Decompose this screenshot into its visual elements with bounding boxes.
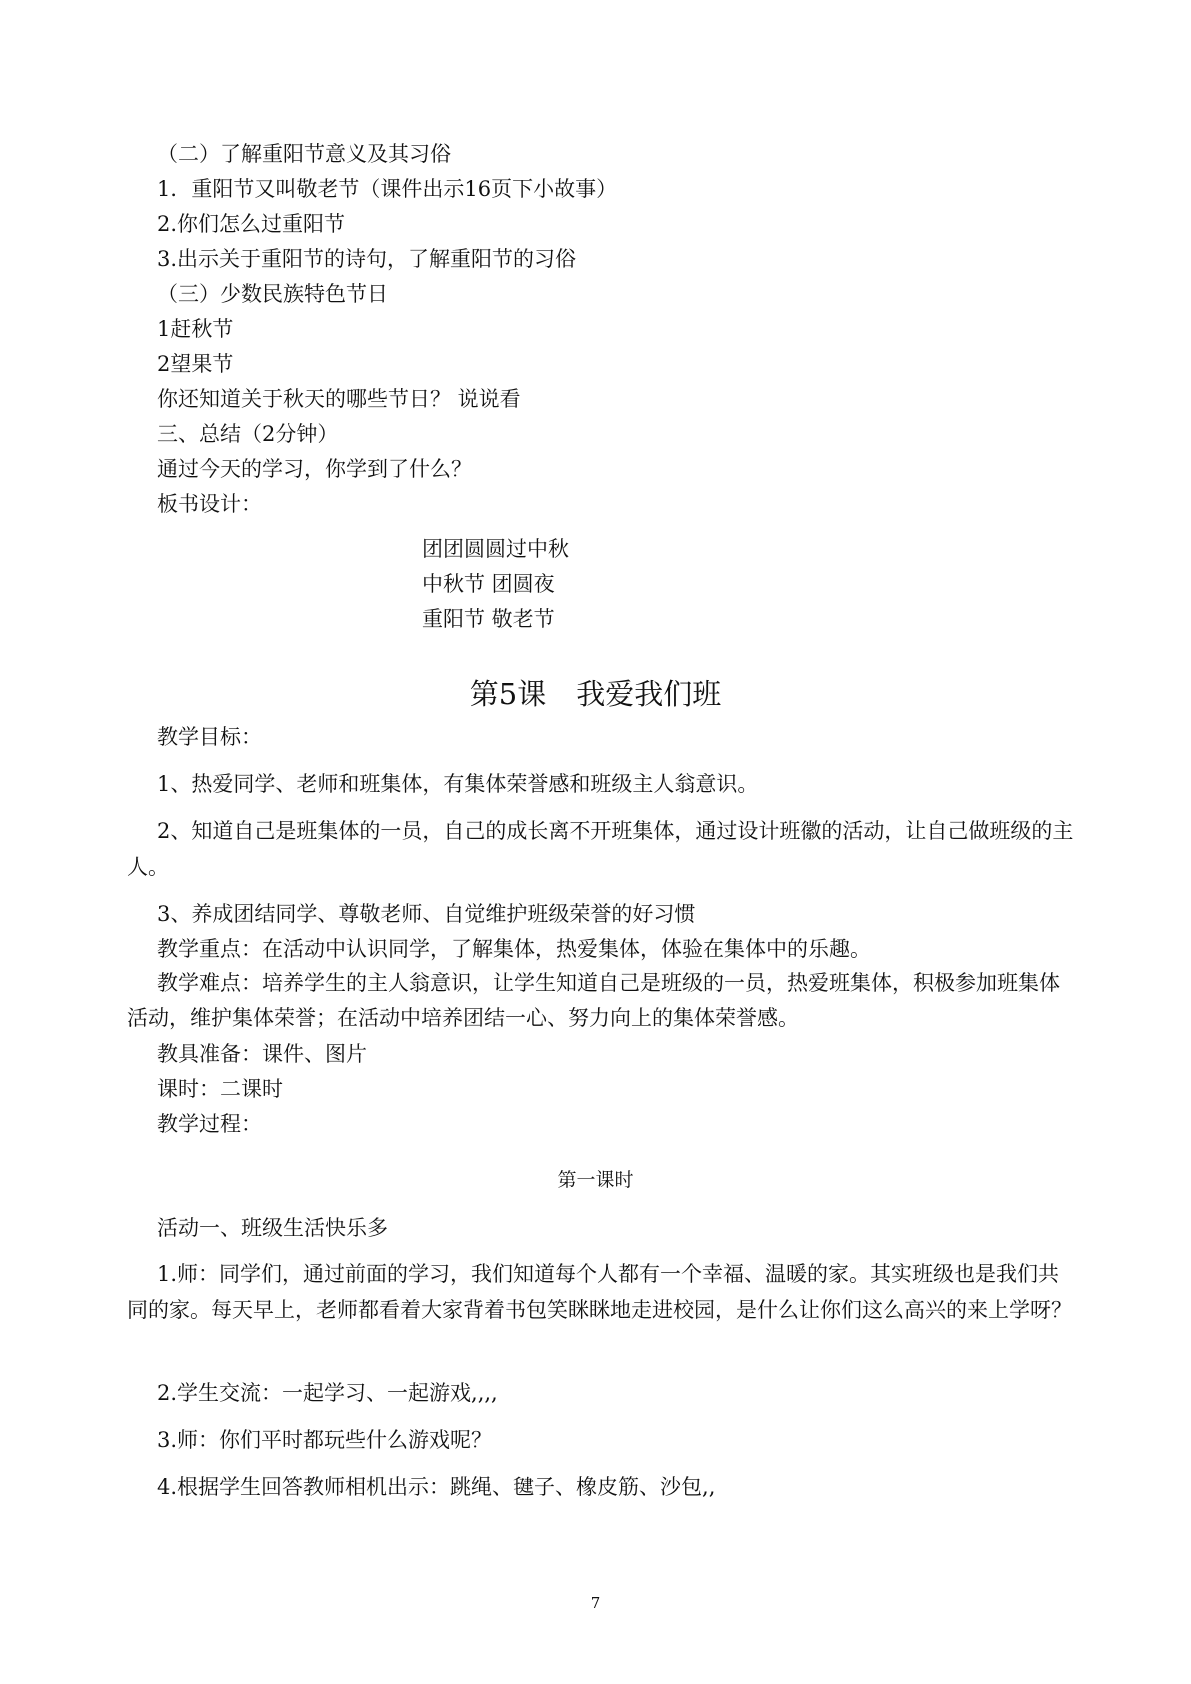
board-line: 中秋节 团圆夜 (422, 572, 555, 596)
text-line: 3.出示关于重阳节的诗句，了解重阳节的习俗 (157, 247, 577, 271)
lesson-name: 我爱我们班 (576, 677, 722, 711)
text-line: 你还知道关于秋天的哪些节日？ 说说看 (157, 387, 521, 411)
section-heading: 三、总结（2分钟） (157, 422, 339, 446)
process-heading: 教学过程： (157, 1112, 262, 1136)
text-line: 2望果节 (157, 352, 234, 376)
key-point: 教学重点：在活动中认识同学，了解集体，热爱集体，体验在集体中的乐趣。 (157, 937, 871, 961)
periods: 课时：二课时 (157, 1077, 283, 1101)
page-number: 7 (590, 1594, 601, 1612)
goal-item: 2、知道自己是班集体的一员，自己的成长离不开班集体，通过设计班徽的活动，让自己做班级的主人。 (127, 819, 1074, 879)
board-design-label: 板书设计： (157, 492, 262, 516)
difficulty: 教学难点：培养学生的主人翁意识，让学生知道自己是班级的一员，热爱班集体，积极参加班集体活动，维护集体荣誉；在活动中培养团结一心、努力向上的集体荣誉感。 (127, 971, 1060, 1030)
goal-item: 3、养成团结同学、尊敬老师、自觉维护班级荣誉的好习惯 (157, 902, 696, 926)
period-heading: 第一课时 (557, 1169, 634, 1191)
board-line: 重阳节 敬老节 (422, 607, 555, 631)
step-paragraph: 3.师：你们平时都玩些什么游戏呢？ (157, 1428, 493, 1452)
subsection-heading: （二）了解重阳节意义及其习俗 (157, 142, 451, 166)
step-paragraph: 1.师：同学们，通过前面的学习，我们知道每个人都有一个幸福、温暖的家。其实班级也是我们共同的家。每天早上，老师都看着大家背着书包笑眯眯地走进校园，是什么让你们这么高兴的来上学呀？ (127, 1262, 1072, 1322)
activity-heading: 活动一、班级生活快乐多 (157, 1216, 388, 1240)
board-line: 团团圆圆过中秋 (422, 537, 569, 561)
step-paragraph: 4.根据学生回答教师相机出示：跳绳、毽子、橡皮筋、沙包,, (157, 1475, 716, 1499)
text-line: 1赶秋节 (157, 317, 234, 341)
goal-item: 1、热爱同学、老师和班集体，有集体荣誉感和班级主人翁意识。 (157, 772, 759, 796)
goals-heading: 教学目标： (157, 725, 262, 749)
text-line: 2.你们怎么过重阳节 (157, 212, 346, 236)
lesson-number: 第5课 (469, 677, 547, 711)
text-line: 1．重阳节又叫敬老节（课件出示16页下小故事） (157, 177, 618, 201)
lesson-title (0, 676, 1191, 712)
step-paragraph: 2.学生交流：一起学习、一起游戏,,,, (157, 1381, 498, 1405)
subsection-heading: （三）少数民族特色节日 (157, 282, 388, 306)
text-line: 通过今天的学习，你学到了什么？ (157, 457, 472, 481)
materials: 教具准备：课件、图片 (157, 1042, 367, 1066)
